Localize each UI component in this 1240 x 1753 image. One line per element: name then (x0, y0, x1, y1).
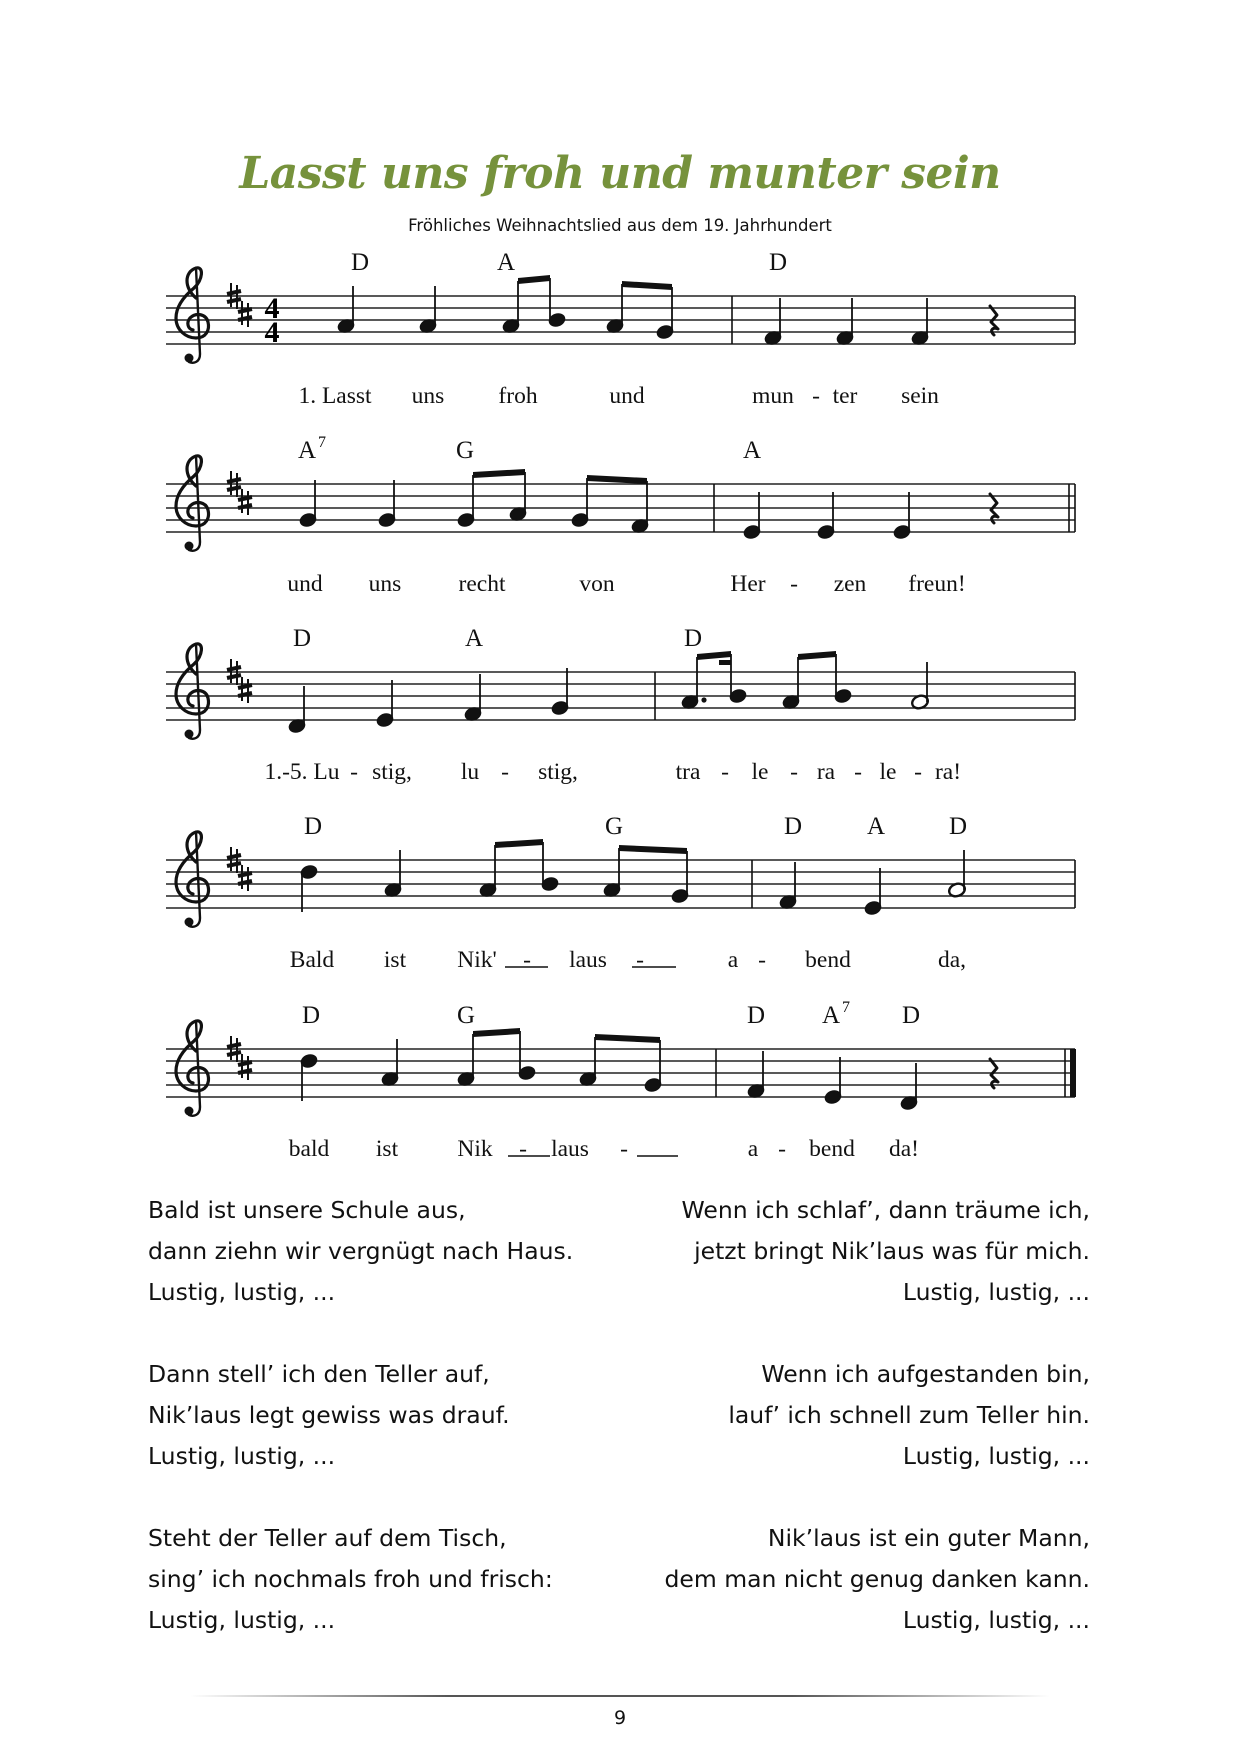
extra-verses (0, 1190, 1240, 1634)
chord-symbol: G (455, 437, 475, 464)
chord-symbol: D (292, 625, 312, 652)
lyric-syllable: stig, (372, 759, 412, 785)
beam (473, 469, 525, 478)
lyric-syllable: ist (375, 1136, 399, 1162)
lyric-syllable: le (751, 759, 769, 785)
lyric-syllable: laus (551, 1136, 589, 1162)
lyric-syllable: Nik' (457, 947, 497, 973)
verse-line: sing’ ich nochmals froh und frisch: (148, 1565, 553, 1593)
lyric-hyphen: - (501, 759, 509, 785)
verse-line: Bald ist unsere Schule aus, (148, 1196, 466, 1224)
lyric-syllable: und (609, 383, 645, 409)
chord-symbol: D (901, 1002, 921, 1029)
lyric-syllable: uns (411, 383, 445, 409)
chord-symbol: G (456, 1002, 476, 1029)
chord-symbol: A (866, 813, 886, 840)
chord-symbol: D (948, 813, 968, 840)
final-barline (1070, 1049, 1076, 1097)
treble-clef-icon (176, 1021, 209, 1116)
lyric-hyphen: - (914, 759, 922, 785)
beam (587, 475, 647, 484)
lyric-hyphen: - (854, 759, 862, 785)
lyric-syllable: bend (809, 1136, 855, 1162)
lyric-syllable: tra (675, 759, 701, 785)
beam (495, 839, 543, 848)
time-signature-top: 4 (264, 292, 280, 325)
lyric-hyphen: - (350, 759, 358, 785)
chord-symbol: D (746, 1002, 766, 1029)
chord-symbol: A $^7$ (297, 434, 327, 464)
verse-line: Lustig, lustig, ... (148, 1278, 336, 1306)
treble-clef-icon (176, 832, 209, 927)
chord-symbol: D (350, 249, 370, 276)
footer-divider (190, 1695, 1050, 1697)
verse-line: Lustig, lustig, ... (902, 1606, 1090, 1634)
chord-symbol: D (768, 249, 788, 276)
lyric-syllable: uns (368, 571, 402, 597)
verse-line: Nik’laus ist ein guter Mann, (767, 1524, 1090, 1552)
lyric-syllable: laus (569, 947, 607, 973)
beam (697, 651, 731, 660)
beam (595, 1034, 660, 1043)
verse-line: Nik’laus legt gewiss was drauf. (148, 1401, 510, 1429)
lyric-syllable: le (879, 759, 897, 785)
lyric-hyphen: - (636, 947, 644, 973)
chord-symbol: A (496, 249, 516, 276)
chord-symbol: D (683, 625, 703, 652)
verse-block (682, 1190, 1090, 1313)
augmentation-dot (701, 697, 706, 702)
lyric-syllable: Bald (289, 947, 335, 973)
beam (619, 845, 687, 854)
lyric-syllable: bald (288, 1136, 330, 1162)
beam (473, 1028, 520, 1037)
chord-symbol: A (464, 625, 484, 652)
lyric-syllable: Nik (457, 1136, 493, 1162)
lyric-hyphen: - (721, 759, 729, 785)
lyric-hyphen: - (620, 1136, 628, 1162)
verse-line: Dann stell’ ich den Teller auf, (148, 1360, 490, 1388)
page-number: 9 (613, 1707, 627, 1729)
sixteenth-beam (719, 660, 731, 665)
chord-symbol: A $^7$ (821, 999, 851, 1029)
verse-line: Lustig, lustig, ... (902, 1442, 1090, 1470)
lyric-syllable: und (287, 571, 323, 597)
lyric-syllable: ist (383, 947, 407, 973)
verse-block (148, 1190, 573, 1313)
verse-block (148, 1518, 553, 1641)
beam (518, 275, 550, 284)
lyric-syllable: stig, (538, 759, 578, 785)
verse-line: Wenn ich schlaf’, dann träume ich, (681, 1196, 1090, 1224)
lyric-syllable: ter (832, 383, 858, 409)
lyric-syllable: zen (833, 571, 867, 597)
lyric-syllable: a (727, 947, 739, 973)
treble-clef-icon (176, 268, 209, 363)
lyric-hyphen: - (790, 759, 798, 785)
chord-symbol: A (742, 437, 762, 464)
lyric-syllable: mun (752, 383, 794, 409)
sharp-icon (238, 677, 252, 703)
verse-line: Lustig, lustig, ... (148, 1442, 336, 1470)
sharp-icon (238, 865, 252, 891)
sharp-icon (238, 1054, 252, 1080)
sharp-icon (238, 489, 252, 515)
time-signature-bottom: 4 (264, 316, 280, 349)
lyric-hyphen: - (812, 383, 820, 409)
lyric-syllable: 1.-5. Lu (264, 759, 340, 785)
chord-symbol: G (604, 813, 624, 840)
lyric-syllable: a (747, 1136, 759, 1162)
verse-line: Lustig, lustig, ... (902, 1278, 1090, 1306)
lyric-syllable: ra (816, 759, 836, 785)
treble-clef-icon (176, 644, 209, 739)
lyric-syllable: ra! (934, 759, 962, 785)
lyric-hyphen: - (523, 947, 531, 973)
verse-block (728, 1354, 1090, 1477)
verse-line: jetzt bringt Nik’laus was für mich. (694, 1237, 1090, 1265)
chord-symbol: D (301, 1002, 321, 1029)
lyric-syllable: bend (805, 947, 851, 973)
verse-line: dann ziehn wir vergnügt nach Haus. (148, 1237, 574, 1265)
verse-line: Lustig, lustig, ... (148, 1606, 336, 1634)
treble-clef-icon (176, 456, 209, 551)
lyric-hyphen: - (790, 571, 798, 597)
lyric-hyphen: - (758, 947, 766, 973)
beam (798, 651, 836, 660)
lyric-syllable: von (579, 571, 615, 597)
lyric-syllable: da, (937, 947, 967, 973)
chord-symbol: D (303, 813, 323, 840)
verse-line: Wenn ich aufgestanden bin, (761, 1360, 1090, 1388)
lyric-hyphen: - (519, 1136, 527, 1162)
lyric-syllable: recht (458, 571, 506, 597)
lyric-syllable: da! (888, 1136, 920, 1162)
lyric-syllable: Her (730, 571, 766, 597)
lyric-syllable: sein (901, 383, 939, 409)
verse-block (664, 1518, 1090, 1641)
beam (622, 281, 672, 290)
lyric-syllable: 1. Lasst (298, 383, 372, 409)
lyric-syllable: lu (460, 759, 480, 785)
chord-superscript: 7 (842, 999, 851, 1016)
verse-block (148, 1354, 510, 1477)
verse-line: lauf’ ich schnell zum Teller hin. (728, 1401, 1090, 1429)
lyric-hyphen: - (778, 1136, 786, 1162)
verse-line: dem man nicht genug danken kann. (664, 1565, 1090, 1593)
song-title: Lasst uns froh und munter sein (239, 148, 1001, 199)
lyric-syllable: froh (498, 383, 538, 409)
chord-superscript: 7 (318, 434, 327, 451)
song-subtitle: Fröhliches Weihnachtslied aus dem 19. Jahrhundert (408, 216, 832, 235)
sharp-icon (238, 301, 252, 327)
verse-line: Steht der Teller auf dem Tisch, (148, 1524, 507, 1552)
lyric-syllable: freun! (908, 571, 966, 597)
chord-symbol: D (783, 813, 803, 840)
